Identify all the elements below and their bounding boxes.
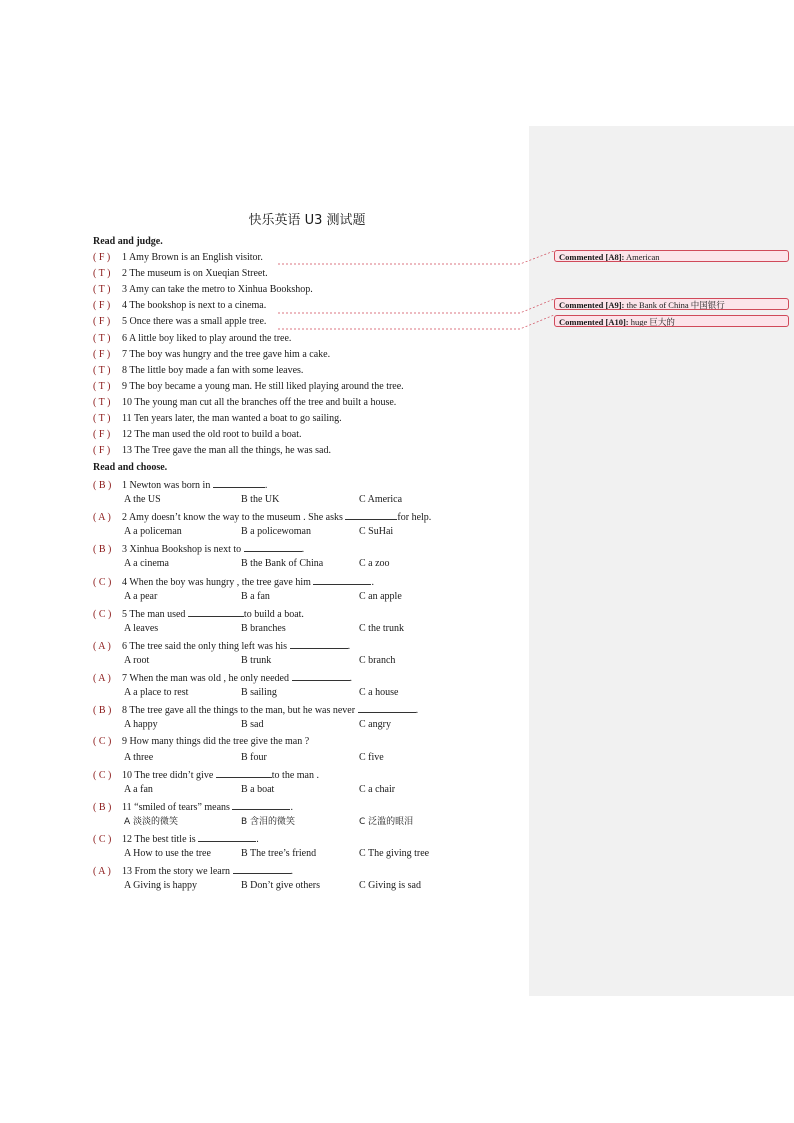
question-item [93, 864, 293, 878]
question-text: 1 Newton was born in [122, 480, 211, 491]
question-tail: . [256, 834, 259, 846]
question-tail: . [371, 576, 374, 588]
option-c: C a chair [359, 783, 396, 795]
answer-mark: ( T ) [93, 396, 111, 408]
option-a: A the US [124, 494, 161, 505]
answer-blank[interactable] [213, 478, 265, 488]
option-c: C SuHai [359, 526, 394, 538]
answer-blank[interactable] [233, 864, 291, 874]
question-tail: . [264, 480, 268, 491]
statement-text: 12 The man used the old root to build a boat. [122, 429, 302, 441]
option-b: B sailing [241, 687, 277, 699]
option-a: A Giving is happy [124, 880, 198, 892]
option-b: B a fan [241, 590, 270, 602]
option-a: A three [124, 751, 154, 763]
question-item [93, 575, 374, 589]
answer-mark: ( A ) [93, 512, 111, 524]
option-c: C branch [359, 655, 396, 666]
option-b: B Don’t give others [241, 880, 320, 892]
answer-blank[interactable] [232, 800, 290, 810]
judge-item [93, 397, 396, 409]
answer-blank[interactable] [244, 542, 302, 552]
answer-mark: ( C ) [93, 608, 112, 620]
answer-blank[interactable] [198, 832, 256, 842]
question-item [93, 510, 431, 524]
question-item [93, 478, 267, 492]
question-text: 5 The man used [122, 608, 186, 620]
option-b: B four [241, 751, 267, 763]
answer-blank[interactable] [358, 703, 416, 713]
option-a: A a pear [124, 590, 158, 602]
judge-item [93, 252, 263, 264]
comment-text: American [626, 252, 660, 262]
option-a: A leaves [124, 622, 159, 634]
comment-label: Commented [A10]: [559, 317, 629, 327]
option-c: C 泛滥的眼泪 [359, 817, 414, 827]
question-tail: . [349, 673, 352, 685]
answer-mark: ( F ) [93, 252, 111, 263]
statement-text: 8 The little boy made a fan with some leaves. [122, 364, 304, 376]
answer-mark: ( C ) [93, 769, 112, 781]
judge-item [93, 284, 313, 296]
question-text: 9 How many things did the tree give the man ? [122, 735, 310, 747]
question-tail: . [301, 544, 305, 556]
question-text: 6 The tree said the only thing left was his [122, 641, 288, 652]
question-text: 12 The best title is [122, 834, 196, 846]
option-c: C an apple [359, 590, 402, 602]
judge-item [93, 445, 331, 457]
question-item [93, 607, 304, 621]
answer-mark: ( B ) [93, 480, 112, 491]
option-b: B sad [241, 719, 264, 731]
answer-mark: ( B ) [93, 544, 112, 556]
comment-text: the Bank of China 中国银行 [626, 300, 725, 310]
answer-mark: ( A ) [93, 641, 111, 652]
answer-mark: ( F ) [93, 348, 111, 360]
judge-item [93, 349, 330, 361]
question-text: 4 When the boy was hungry , the tree gave him [122, 576, 311, 588]
comment-label: Commented [A9]: [559, 300, 625, 310]
option-b: B the UK [241, 494, 280, 505]
question-text: 10 The tree didn’t give [122, 769, 214, 781]
answer-mark: ( C ) [93, 834, 112, 846]
statement-text: 1 Amy Brown is an English visitor. [122, 252, 263, 263]
answer-mark: ( A ) [93, 673, 111, 685]
answer-mark: ( F ) [93, 300, 111, 312]
option-a: A 淡淡的微笑 [124, 817, 179, 827]
question-tail: to the man . [271, 769, 319, 781]
answer-mark: ( T ) [93, 268, 111, 280]
statement-text: 6 A little boy liked to play around the tree. [122, 332, 292, 344]
option-c: C five [359, 751, 384, 763]
judge-item [93, 381, 404, 393]
answer-mark: ( F ) [93, 316, 111, 328]
option-c: C angry [359, 719, 391, 731]
judge-item [93, 300, 266, 312]
answer-mark: ( T ) [93, 284, 111, 296]
answer-mark: ( F ) [93, 445, 111, 457]
comment-a10[interactable] [554, 315, 789, 327]
question-tail: . [290, 802, 293, 813]
question-tail: for help. [397, 512, 432, 524]
option-a: A a place to rest [124, 687, 189, 699]
answer-blank[interactable] [216, 768, 272, 778]
answer-blank[interactable] [345, 510, 397, 520]
statement-text: 13 The Tree gave the man all the things, he was sad. [122, 445, 331, 457]
answer-mark: ( C ) [93, 576, 112, 588]
statement-text: 2 The museum is on Xueqian Street. [122, 268, 268, 280]
question-item [93, 768, 319, 782]
option-a: A How to use the tree [124, 848, 211, 860]
question-item [93, 542, 304, 556]
statement-text: 9 The boy became a young man. He still liked playing around the tree. [122, 380, 404, 392]
answer-blank[interactable] [188, 607, 244, 617]
question-text: 8 The tree gave all the things to the man, but he was never [122, 705, 356, 717]
question-item [93, 703, 418, 717]
option-c: C the trunk [359, 622, 404, 634]
comment-text: huge 巨大的 [630, 317, 675, 327]
option-b: B the Bank of China [241, 558, 324, 570]
question-text: 7 When the man was old , he only needed [122, 673, 289, 685]
option-c: C Giving is sad [359, 880, 421, 892]
judge-item [93, 413, 342, 425]
option-b: B a boat [241, 783, 275, 795]
statement-text: 5 Once there was a small apple tree. [122, 316, 267, 328]
question-tail: to build a boat. [243, 608, 304, 620]
option-a: A a cinema [124, 558, 169, 570]
judge-item [93, 429, 302, 441]
statement-text: 10 The young man cut all the branches off the tree and built a house. [122, 396, 397, 408]
option-a: A a policeman [124, 526, 182, 538]
judge-item [93, 268, 268, 280]
question-text: 13 From the story we learn [122, 866, 231, 878]
statement-text: 11 Ten years later, the man wanted a boat to go sailing. [122, 413, 342, 424]
answer-blank[interactable] [313, 575, 371, 585]
question-item [93, 800, 293, 814]
option-c: C a house [359, 687, 399, 699]
answer-blank[interactable] [290, 639, 348, 649]
statement-text: 3 Amy can take the metro to Xinhua Bookshop. [122, 284, 313, 296]
question-text: 2 Amy doesn’t know the way to the museum . She asks [122, 512, 343, 524]
option-a: A happy [124, 719, 158, 731]
question-item [93, 639, 350, 653]
answer-mark: ( B ) [93, 705, 112, 717]
answer-mark: ( F ) [93, 429, 111, 441]
option-b: B trunk [241, 655, 272, 666]
question-tail: . [415, 705, 419, 717]
answer-mark: ( A ) [93, 866, 111, 878]
judge-item [93, 365, 303, 377]
option-b: B 含泪的微笑 [241, 817, 296, 827]
question-item [93, 671, 352, 685]
question-text: 11 “smiled of tears” means [122, 802, 230, 813]
answer-mark: ( T ) [93, 364, 111, 376]
answer-mark: ( C ) [93, 735, 112, 747]
option-c: C a zoo [359, 558, 390, 570]
option-c: C America [359, 494, 403, 505]
statement-text: 4 The bookshop is next to a cinema. [122, 300, 267, 312]
comment-a8[interactable] [554, 250, 789, 262]
option-a: A a fan [124, 783, 153, 795]
judge-item [93, 333, 291, 345]
judge-heading: Read and judge. [93, 236, 163, 247]
choose-heading: Read and choose. [93, 462, 168, 473]
question-tail: . [290, 866, 294, 878]
question-tail: . [347, 641, 351, 652]
answer-mark: ( T ) [93, 413, 111, 424]
question-item [93, 832, 259, 846]
answer-blank[interactable] [292, 671, 350, 681]
option-b: B a policewoman [241, 526, 311, 538]
answer-mark: ( T ) [93, 332, 111, 344]
answer-mark: ( T ) [93, 380, 111, 392]
answer-mark: ( B ) [93, 802, 112, 813]
question-text: 3 Xinhua Bookshop is next to [122, 544, 242, 556]
option-b: B branches [241, 622, 286, 634]
judge-item [93, 316, 266, 328]
statement-text: 7 The boy was hungry and the tree gave him a cake. [122, 348, 331, 360]
comment-a9[interactable] [554, 298, 789, 310]
comment-label: Commented [A8]: [559, 252, 625, 262]
question-item [93, 736, 309, 748]
option-b: B The tree’s friend [241, 848, 317, 860]
option-c: C The giving tree [359, 848, 430, 860]
page-title: 快乐英语 U3 测试题 [248, 213, 366, 228]
option-a: A root [124, 655, 150, 666]
